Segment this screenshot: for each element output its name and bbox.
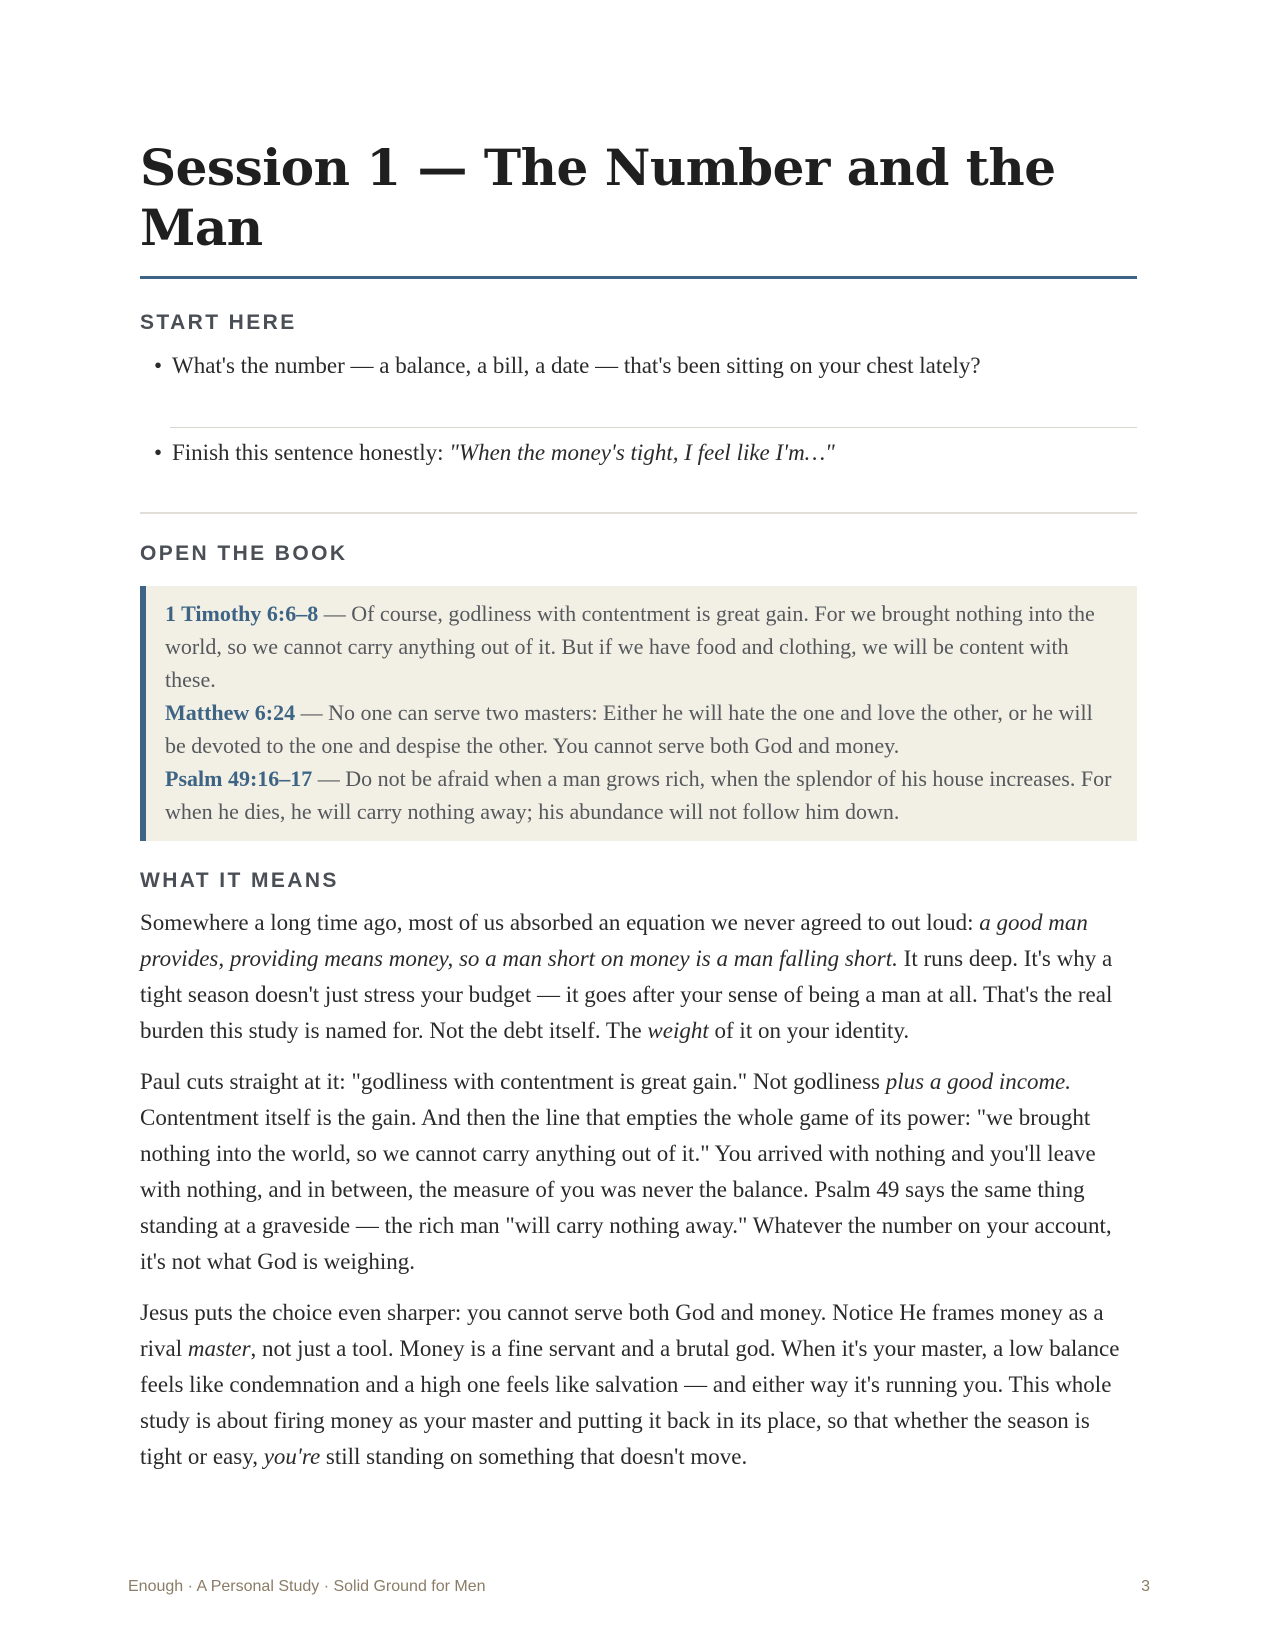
scripture-passage	[165, 597, 1115, 696]
paragraph	[140, 1295, 1137, 1475]
question-item	[140, 349, 1137, 383]
question-lead: Finish this sentence honestly:	[172, 440, 450, 465]
answer-space	[140, 427, 1137, 428]
scripture-text: — Of course, godliness with contentment is great gain. For we brought nothing into the world, so we cannot carry anything out of it. But if we have food and clothing, we will be content with these.	[165, 601, 1095, 692]
emphasis: plus a good income.	[885, 1069, 1072, 1094]
page-title: Session 1 — The Number and the Man	[140, 138, 1137, 279]
scripture-text: — Do not be afraid when a man grows rich, when the splendor of his house increases. For when he dies, he will carry nothing away; his abundance will not follow him down.	[165, 766, 1112, 824]
section-label-start-here: START HERE	[140, 311, 297, 334]
emphasis: a good man provides, providing means money, so a man short on money is a man falling short.	[140, 910, 1088, 971]
section-label-open-the-book: OPEN THE BOOK	[140, 542, 348, 565]
scripture-passage	[165, 762, 1115, 828]
page-content	[140, 138, 1137, 1490]
emphasis: weight	[647, 1018, 709, 1043]
section-label-what-it-means: WHAT IT MEANS	[140, 869, 339, 892]
scripture-block	[140, 586, 1137, 841]
paragraph	[140, 1064, 1137, 1280]
emphasis: master	[187, 1336, 251, 1361]
text-run: still standing on something that doesn't move.	[320, 1444, 748, 1469]
start-here-questions	[140, 349, 1137, 470]
question-quote: "When the money's tight, I feel like I'm…"	[449, 440, 835, 465]
footer-title: Enough · A Personal Study · Solid Ground for Men	[128, 1578, 486, 1595]
scripture-passage	[165, 696, 1115, 762]
text-run: Somewhere a long time ago, most of us absorbed an equation we never agreed to out loud:	[140, 910, 980, 935]
text-run: It runs deep. It's why a tight season doesn't just stress your budget — it goes after your sense of being a man at all. That's the real burden this study is named for. Not the debt itself. The	[140, 946, 1113, 1043]
scripture-reference: Psalm 49:16–17	[165, 766, 313, 791]
question-item	[140, 436, 1137, 470]
text-run: Paul cuts straight at it: "godliness with contentment is great gain." Not godliness	[140, 1069, 886, 1094]
text-run: Contentment itself is the gain. And then the line that empties the whole game of its power: "we brought nothing into the world, so we cannot carry anything out of it." You arrived with nothing and you'll leave with nothing, and in between, the measure of you was never the balance. Psalm 49 says the same thing standing at a graveside — the rich man "will carry nothing away." Whatever the number on your account, it's not what God is weighing.	[140, 1105, 1112, 1274]
bullet-icon: •	[154, 440, 163, 465]
body-text	[140, 905, 1137, 1475]
scripture-reference: 1 Timothy 6:6–8	[165, 601, 319, 626]
page-footer	[128, 1578, 1150, 1596]
text-run: , not just a tool. Money is a fine servant and a brutal god. When it's your master, a low balance feels like condemnation and a high one feels like salvation — and either way it's running you. This whole study is about firing money as your master and putting it back in its place, so that whether the season is tight or easy,	[140, 1336, 1120, 1469]
text-run: Jesus puts the choice even sharper: you cannot serve both God and money. Notice He frames money as a rival	[140, 1300, 1104, 1361]
scripture-reference: Matthew 6:24	[165, 700, 296, 725]
scripture-text: — No one can serve two masters: Either he will hate the one and love the other, or he will be devoted to the one and despise the other. You cannot serve both God and money.	[165, 700, 1093, 758]
page-number: 3	[1141, 1578, 1150, 1595]
emphasis: you're	[263, 1444, 321, 1469]
bullet-icon: •	[154, 353, 163, 378]
text-run: of it on your identity.	[708, 1018, 910, 1043]
section-divider	[140, 512, 1137, 514]
paragraph	[140, 905, 1137, 1049]
question-text: What's the number — a balance, a bill, a date — that's been sitting on your chest lately?	[172, 353, 981, 378]
answer-line	[170, 427, 1137, 428]
